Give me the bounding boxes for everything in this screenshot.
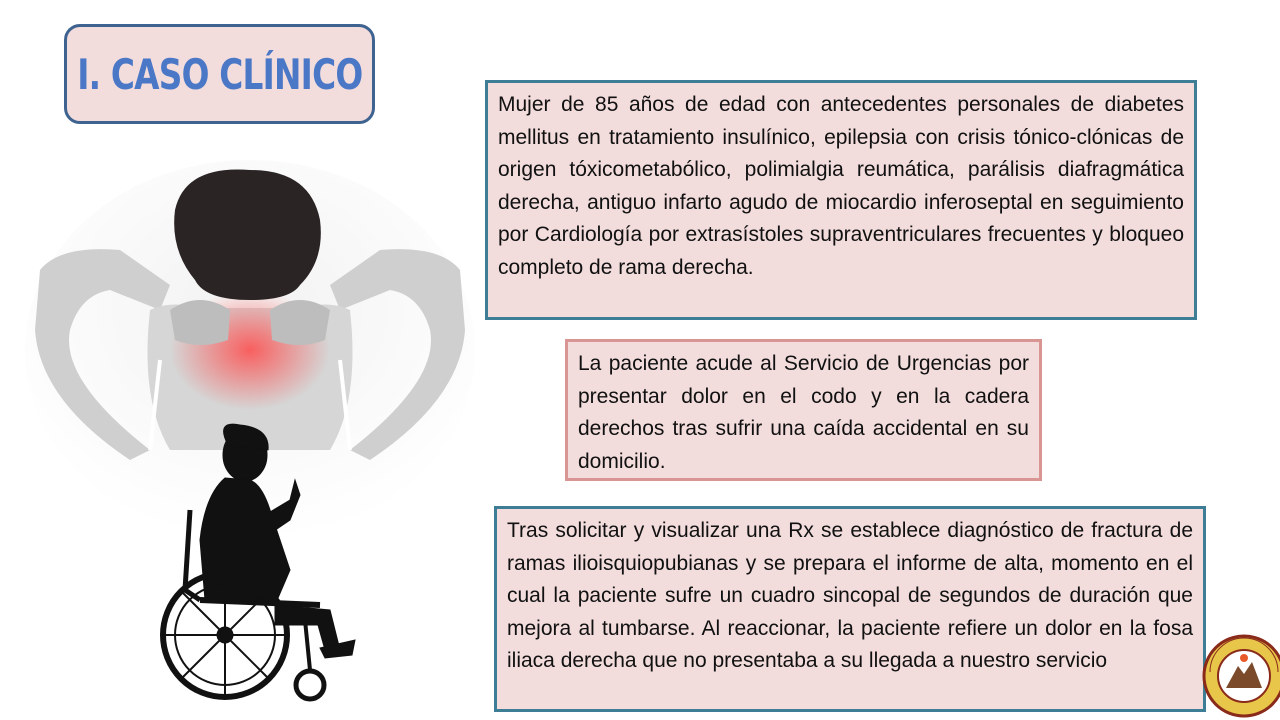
diagnosis-box [494,506,1206,712]
case-history-text: Mujer de 85 años de edad con antecedentes personales de diabetes mellitus en tratamiento insulínico, epilepsia con crisis tónico-clónicas de origen tóxicometabólico, polimialgia reumática, parálisis diafragmática derecha, antiguo infarto agudo de miocardio inferoseptal en seguimiento por Cardiología por extrasístoles supraventriculares frecuentes y bloqueo completo de rama derecha. [498,93,1184,279]
emergency-visit-text: La paciente acude al Servicio de Urgencias por presentar dolor en el codo y en la cadera derechos tras sufrir una caída accidental en su domicilio. [578,352,1029,473]
case-history-box [485,80,1197,320]
slide-title: I. CASO CLÍNICO [76,49,363,99]
patient-illustration [0,150,480,720]
emergency-visit-box [565,339,1042,481]
diagnosis-text: Tras solicitar y visualizar una Rx se establece diagnóstico de fractura de ramas ilioisquiopubianas y se prepara el informe de alta, momento en el cual la paciente sufre un cuadro sincopal de segundos de duración que mejora al tumbarse. Al reaccionar, la paciente refiere un dolor en la fosa iliaca derecha que no presentaba a su llegada a nuestro servicio [507,519,1193,672]
title-box [64,24,375,124]
university-logo [1200,632,1280,720]
